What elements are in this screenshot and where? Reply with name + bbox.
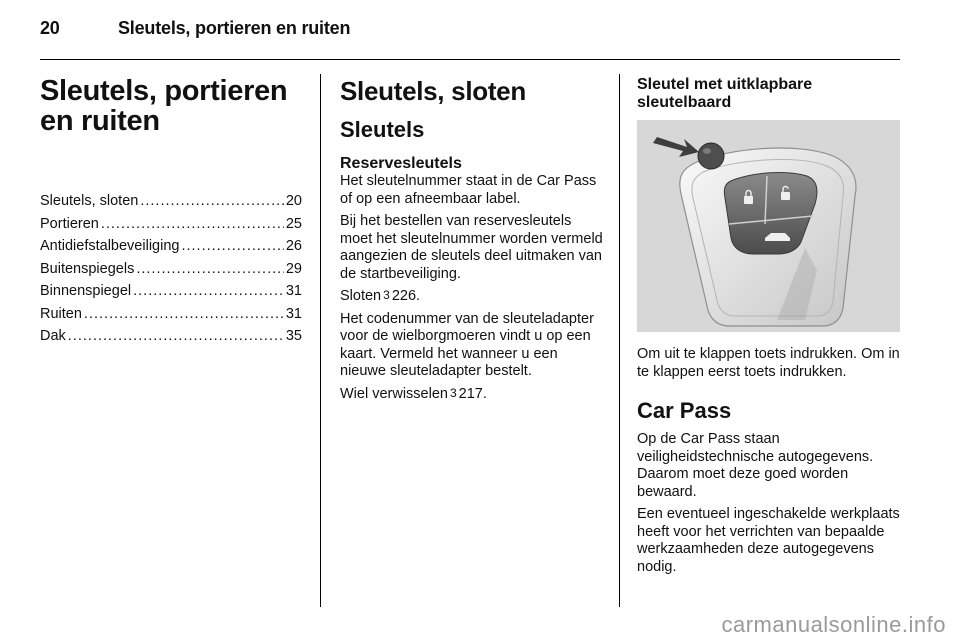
running-header-title: Sleutels, portieren en ruiten <box>118 18 351 38</box>
cross-reference-arrow-icon: 3 <box>449 385 457 400</box>
watermark: carmanualsonline.info <box>721 612 946 637</box>
toc-entry-label: Antidiefstalbeveiliging <box>40 238 180 254</box>
paragraph-fold-instruction: Om uit te klappen toets indrukken. Om in te klappen eerst toets indrukken. <box>637 346 900 380</box>
folding-key-illustration <box>637 120 900 332</box>
toc-entry-label: Buitenspiegels <box>40 260 135 277</box>
ref-page-link[interactable]: 226. <box>391 288 421 304</box>
toc-entry-dak[interactable] <box>40 325 302 348</box>
toc-leader-dots <box>101 213 284 236</box>
column-divider-2 <box>619 74 620 607</box>
toc-entry-page: 31 <box>285 305 302 322</box>
toc-entry-buitenspiegels[interactable] <box>40 258 302 281</box>
toc-entry-label: Portieren <box>40 215 99 232</box>
paragraph-locks-ref <box>340 288 603 306</box>
paragraph-wheel-ref <box>340 386 603 404</box>
subsection-title: Sleutels <box>340 117 425 142</box>
figure-title: Sleutel met uitklapbare sleutelbaard <box>637 76 813 111</box>
car-pass-title: Car Pass <box>637 398 732 423</box>
section-column <box>340 76 603 408</box>
header-rule <box>40 59 900 60</box>
toc-entry-page: 25 <box>285 215 302 232</box>
subsubsection-title: Reservesleutels <box>340 155 462 172</box>
folding-key-icon <box>637 120 900 332</box>
ref-page-link[interactable]: 217. <box>458 385 487 402</box>
toc-entry-label: Binnenspiegel <box>40 283 132 299</box>
paragraph-spare-keys: Bij het bestellen van reservesleutels moet het sleutelnummer worden vermeld aangezien de sleutels deel uitmaken van de startbeveiliging. <box>340 213 603 282</box>
toc-entry-page: 31 <box>285 283 302 299</box>
section-title: Sleutels, sloten <box>340 76 526 106</box>
toc-entry-ruiten[interactable] <box>40 303 302 326</box>
toc-entry-antidiefstalbeveiliging[interactable] <box>40 235 302 258</box>
toc-leader-dots <box>84 303 284 326</box>
column-divider-1 <box>320 74 321 607</box>
toc-leader-dots <box>133 280 284 303</box>
toc-entry-label: Ruiten <box>40 305 82 322</box>
toc-leader-dots <box>136 258 284 281</box>
table-of-contents <box>40 190 302 348</box>
toc-entry-page: 26 <box>285 238 302 254</box>
page-number: 20 <box>40 18 60 38</box>
toc-entry-label: Sleutels, sloten <box>40 193 139 209</box>
toc-leader-dots <box>181 235 283 258</box>
ref-label: Wiel verwisselen <box>340 385 448 402</box>
chapter-title: Sleutels, portieren en ruiten <box>40 75 288 137</box>
right-column <box>637 76 900 581</box>
paragraph-adapter-code: Het codenummer van de sleuteladapter voor de wielborgmoeren vindt u op een kaart. Vermeld het wanneer u een nieuwe sleuteladapter bestelt. <box>340 310 594 379</box>
toc-entry-binnenspiegel[interactable] <box>40 280 302 303</box>
cross-reference-arrow-icon: 3 <box>383 288 390 302</box>
toc-entry-page: 29 <box>285 260 302 277</box>
paragraph-workshop: Een eventueel ingeschakelde werkplaats heeft voor het verrichten van bepaalde werkzaamheden deze autogegevens nodig. <box>637 506 900 575</box>
toc-entry-page: 20 <box>285 193 302 209</box>
toc-entry-page: 35 <box>285 328 302 344</box>
toc-entry-sleutels-sloten[interactable] <box>40 190 302 213</box>
chapter-column <box>40 76 302 348</box>
toc-entry-portieren[interactable] <box>40 213 302 236</box>
toc-entry-label: Dak <box>40 328 66 344</box>
paragraph-key-number: Het sleutelnummer staat in de Car Pass of op een afneembaar label. <box>340 173 597 207</box>
toc-leader-dots <box>68 325 284 348</box>
toc-leader-dots <box>140 190 284 213</box>
ref-label: Sloten <box>340 288 382 304</box>
running-header <box>40 18 350 39</box>
paragraph-car-pass-info: Op de Car Pass staan veiligheidstechnische autogegevens. Daarom moet deze goed worden bewaard. <box>637 431 874 500</box>
